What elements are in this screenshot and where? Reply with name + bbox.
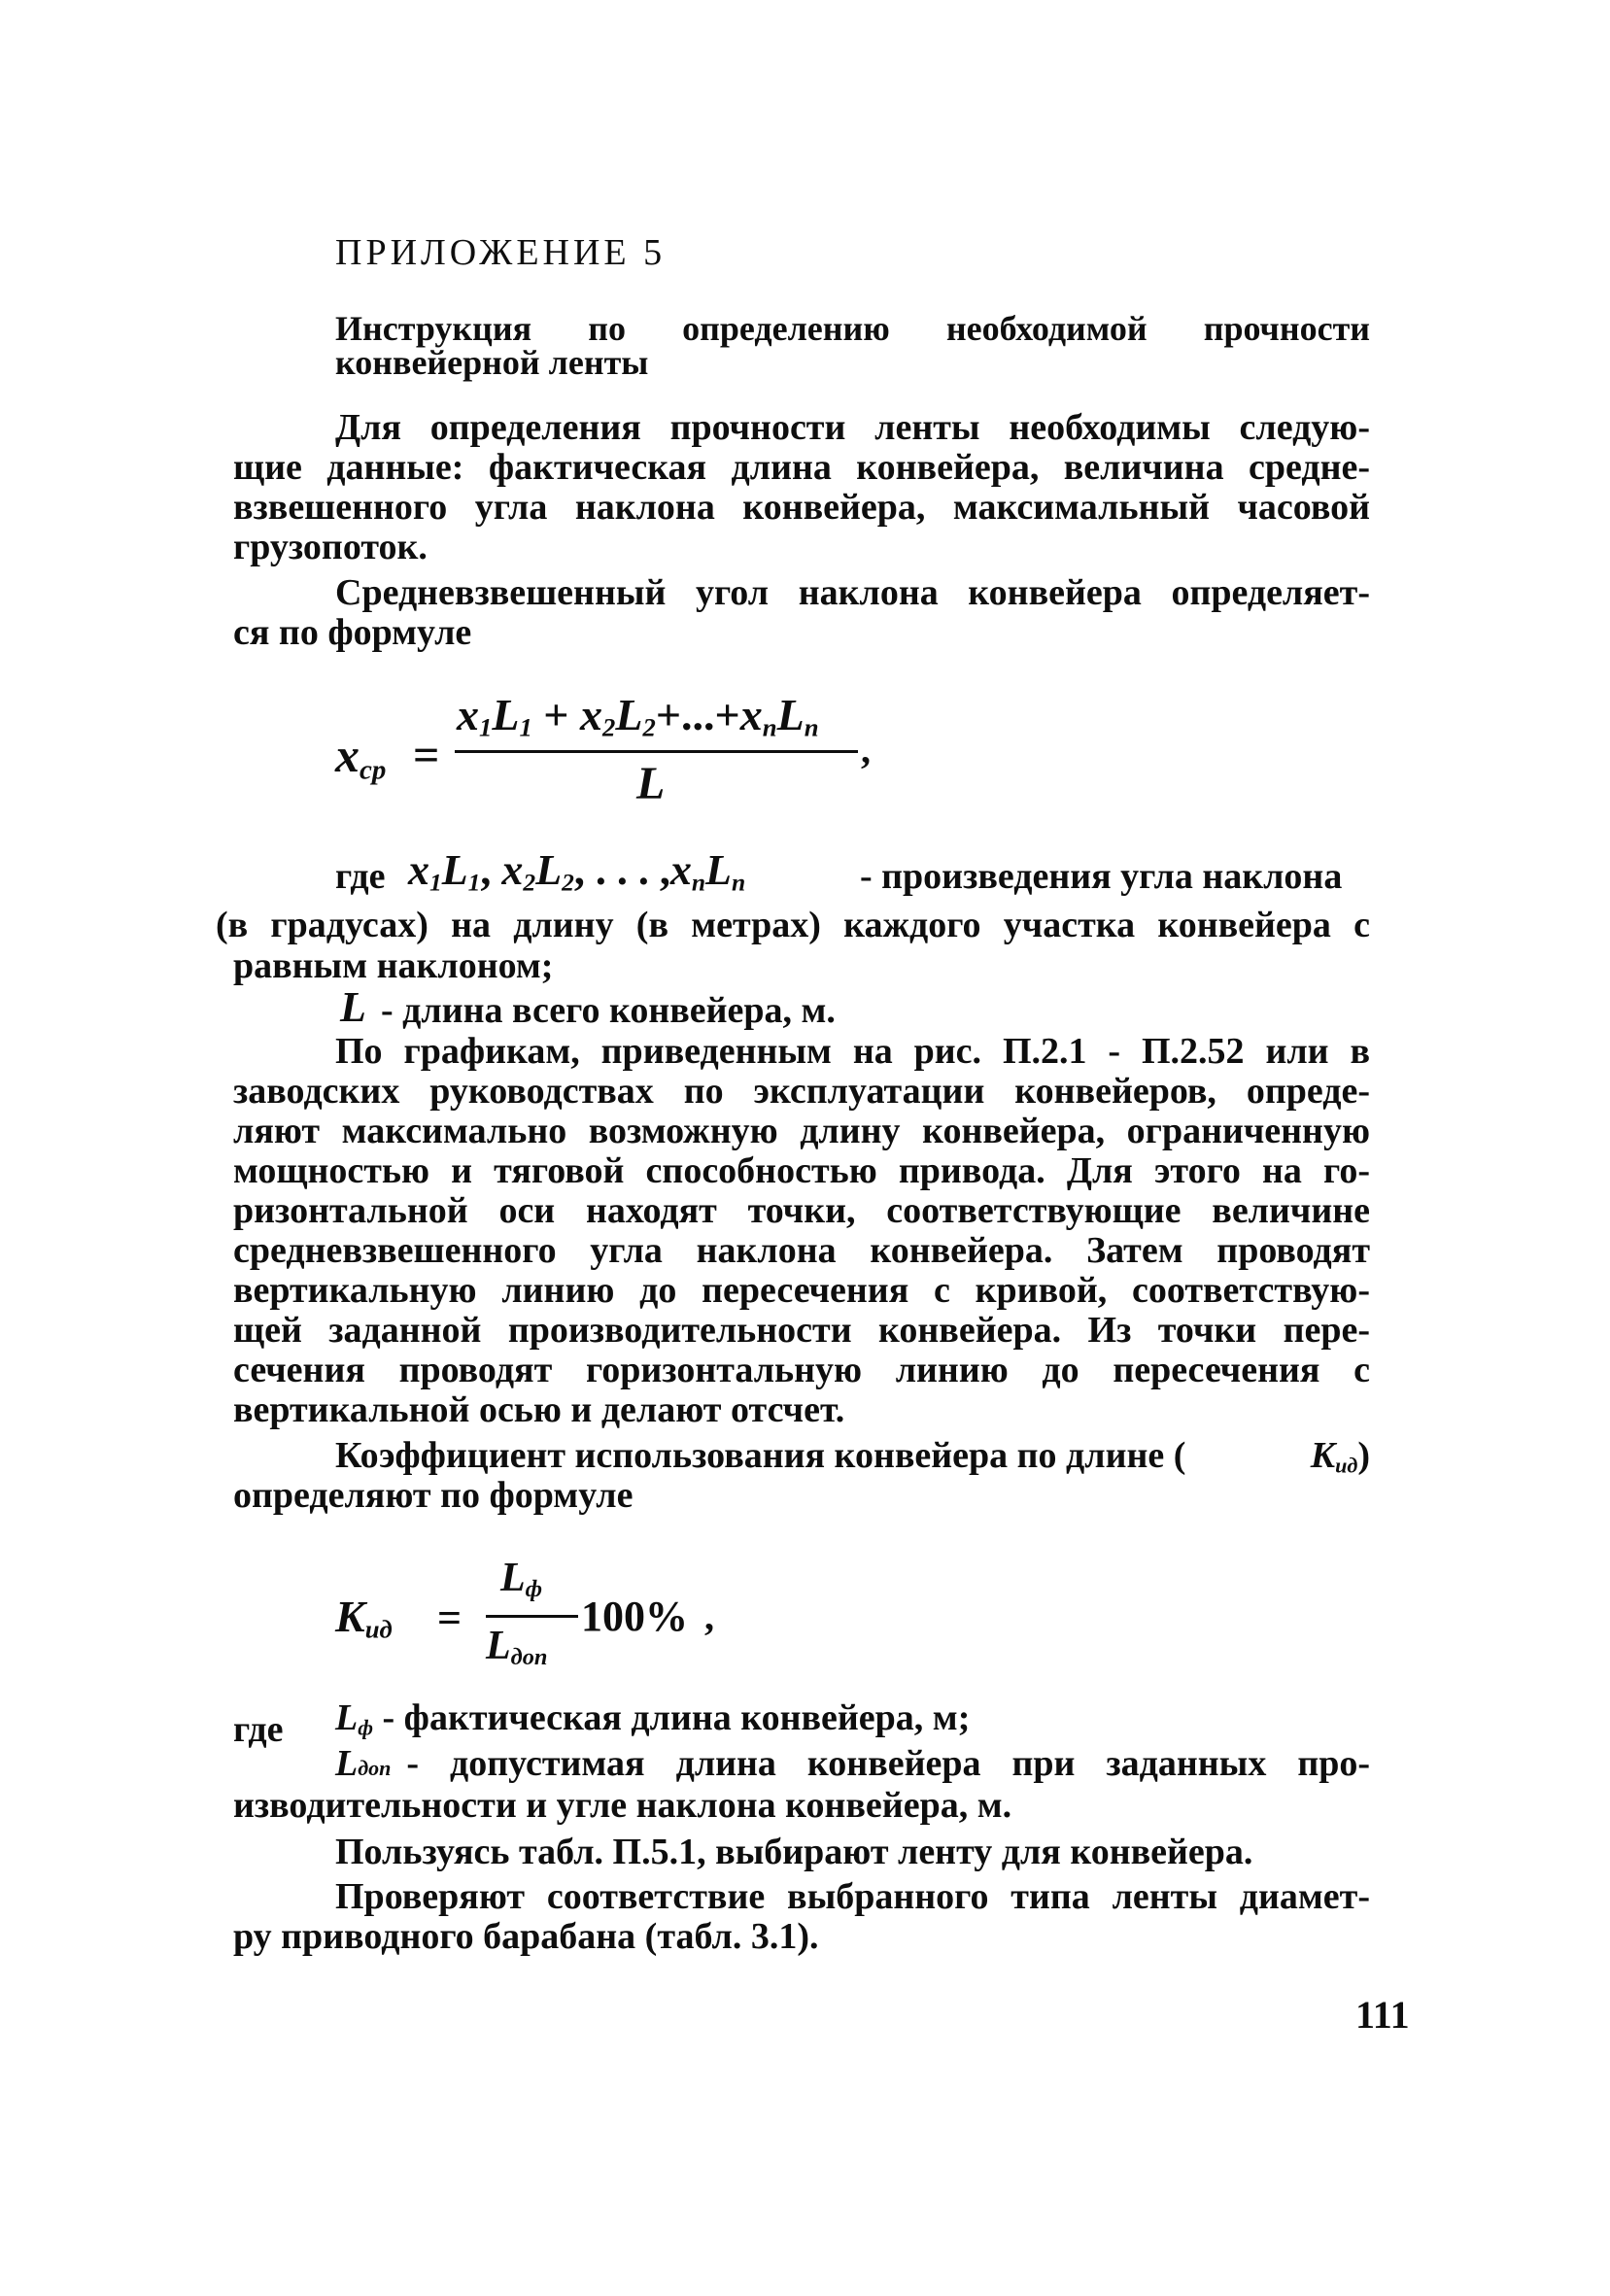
formula2-trail: , — [704, 1594, 714, 1638]
formula1-num-sub-1: 1 — [519, 712, 532, 742]
where1-term-op-2: , — [480, 846, 502, 894]
para4-coef-sub: ид — [1335, 1453, 1358, 1478]
formula2-denominator — [486, 1624, 548, 1671]
para3-line-2: заводских руководствах по эксплуатации конвейеров, опреде- — [233, 1071, 1370, 1112]
para4-coef — [1310, 1435, 1370, 1478]
where1-line-3: равным наклоном; — [233, 945, 554, 986]
where1-term-sub-1: 1 — [467, 868, 481, 897]
where1-rest: - произведения угла наклона — [860, 856, 1343, 897]
formula1-num-sub-3: 2 — [602, 712, 616, 742]
where1-line-2: (в градусах) на длину (в метрах) каждого участка конвейера с — [216, 905, 1370, 945]
formula1-fraction-bar — [455, 750, 858, 753]
where1-term-var-6: x — [669, 846, 692, 894]
formula2-lhs-var: K — [335, 1592, 365, 1641]
para4-line-1 — [335, 1435, 1370, 1478]
formula1-equals: = — [413, 730, 440, 781]
formula2-num-sub: ф — [525, 1576, 543, 1603]
para4-coef-var: K — [1310, 1435, 1336, 1476]
where2-lead: где — [233, 1709, 284, 1750]
formula1-denominator: L — [636, 758, 666, 809]
formula1-numerator — [457, 690, 819, 742]
where1-terms — [408, 846, 746, 897]
formula2-den-var: L — [486, 1624, 511, 1668]
where2-term2: L доп - допустимая длина конвейера при заданных про- — [335, 1743, 1370, 1784]
formula1-num-var-4: L — [615, 690, 643, 739]
formula1-num-var-1: L — [492, 690, 520, 739]
where1-lead: где — [335, 856, 386, 897]
where1-term-var-4: L — [535, 846, 563, 894]
where2-term2-var: L — [335, 1743, 359, 1784]
para2-line-2: ся по формуле — [233, 612, 472, 653]
where1-term-sub-4: 2 — [562, 868, 574, 897]
para3-line-4: мощностью и тяговой способностью привода. Для этого на го- — [233, 1150, 1370, 1191]
where1-term-var-1: L — [441, 846, 468, 894]
formula1-lhs-sub: ср — [360, 754, 387, 786]
para3-line-7: вертикальную линию до пересечения с кривой, соответствую- — [233, 1270, 1370, 1311]
para3-line-5: ризонтальной оси находят точки, соответствующие величине — [233, 1190, 1370, 1231]
formula2-lhs — [335, 1592, 393, 1644]
formula2-fraction-bar — [486, 1615, 578, 1618]
where1-term-sub-0: 1 — [429, 868, 442, 897]
para6-line-2: ру приводного барабана (табл. 3.1). — [233, 1916, 819, 1957]
where1-term-op-5: , . . . , — [573, 846, 670, 894]
formula1-num-sub-0: 1 — [479, 712, 493, 742]
formula2-numerator — [500, 1556, 543, 1603]
where2-term1-var: L — [335, 1697, 359, 1738]
formula1-num-var-7: L — [776, 690, 805, 739]
para3-line-3: ляют максимально возможную длину конвейера, ограниченную — [233, 1111, 1370, 1151]
para1-line-4: грузопоток. — [233, 527, 428, 567]
para4-close-paren: ) — [1357, 1435, 1370, 1476]
where2-term1-sub: ф — [358, 1715, 373, 1740]
formula2-num-var: L — [500, 1556, 526, 1600]
formula1-num-var-3: x — [580, 690, 603, 739]
para2-line-1: Средневзвешенный угол наклона конвейера определяет- — [335, 572, 1370, 613]
where2-term1-text: - фактическая длина конвейера, м; — [382, 1697, 971, 1738]
formula1-num-op-5: +...+ — [655, 690, 740, 739]
formula1-num-var-6: x — [739, 690, 763, 739]
subheading-line-1: Инструкция по определению необходимой прочности — [335, 309, 1370, 348]
formula1-lhs — [335, 728, 387, 786]
where1-term-sub-7: n — [731, 868, 746, 897]
where1-L-text: - длина всего конвейера, м. — [381, 990, 836, 1031]
formula1-num-sub-4: 2 — [642, 712, 656, 742]
formula1-num-sub-7: n — [804, 712, 819, 742]
para5: Пользуясь табл. П.5.1, выбирают ленту для конвейера. — [335, 1832, 1253, 1872]
where1-term-var-3: x — [501, 846, 524, 894]
para3-line-10: вертикальной осью и делают отсчет. — [233, 1389, 845, 1430]
formula2-den-sub: доп — [510, 1644, 548, 1671]
para6-line-1: Проверяют соответствие выбранного типа ленты диамет- — [335, 1876, 1370, 1917]
where1-L-var: L — [340, 983, 366, 1031]
formula1-num-sub-6: n — [762, 712, 777, 742]
para4-line-1-text: Коэффициент использования конвейера по длине ( — [335, 1435, 1186, 1476]
appendix-heading: ПРИЛОЖЕНИЕ 5 — [335, 232, 667, 273]
where1-term-var-7: L — [705, 846, 732, 894]
where2-term2-text: - допустимая длина конвейера при заданных про- — [406, 1743, 1370, 1784]
where1-term-sub-3: 2 — [523, 868, 536, 897]
page-number: 111 — [1355, 1993, 1410, 2037]
para1-line-3: взвешенного угла наклона конвейера, максимальный часовой — [233, 487, 1370, 528]
formula2-equals: = — [437, 1594, 462, 1642]
formula1-lhs-var: x — [335, 728, 360, 782]
where1-term-sub-6: n — [691, 868, 706, 897]
where2-term2-line2: изводительности и угле наклона конвейера, м. — [233, 1785, 1012, 1826]
where2-term1 — [335, 1697, 971, 1740]
para4-line-2: определяют по формуле — [233, 1475, 634, 1516]
formula2-lhs-sub: ид — [364, 1614, 393, 1644]
para1-line-2: щие данные: фактическая длина конвейера, величина средне- — [233, 447, 1370, 488]
para1-line-1: Для определения прочности ленты необходимы следую- — [335, 407, 1370, 448]
para3-line-6: средневзвешенного угла наклона конвейера. Затем проводят — [233, 1230, 1370, 1271]
para3-line-9: сечения проводят горизонтальную линию до пересечения с — [233, 1350, 1370, 1390]
para3-line-1: По графикам, приведенным на рис. П.2.1 - П.2.52 или в — [335, 1031, 1370, 1072]
formula1-trail: , — [861, 728, 871, 771]
para3-line-8: щей заданной производительности конвейера. Из точки пере- — [233, 1310, 1370, 1351]
subheading-line-2: конвейерной ленты — [335, 343, 649, 382]
formula2-factor: 100% — [581, 1593, 688, 1640]
where1-term-var-0: x — [408, 846, 429, 894]
formula1-num-var-0: x — [457, 690, 479, 739]
formula1-num-op-2: + — [531, 690, 581, 739]
